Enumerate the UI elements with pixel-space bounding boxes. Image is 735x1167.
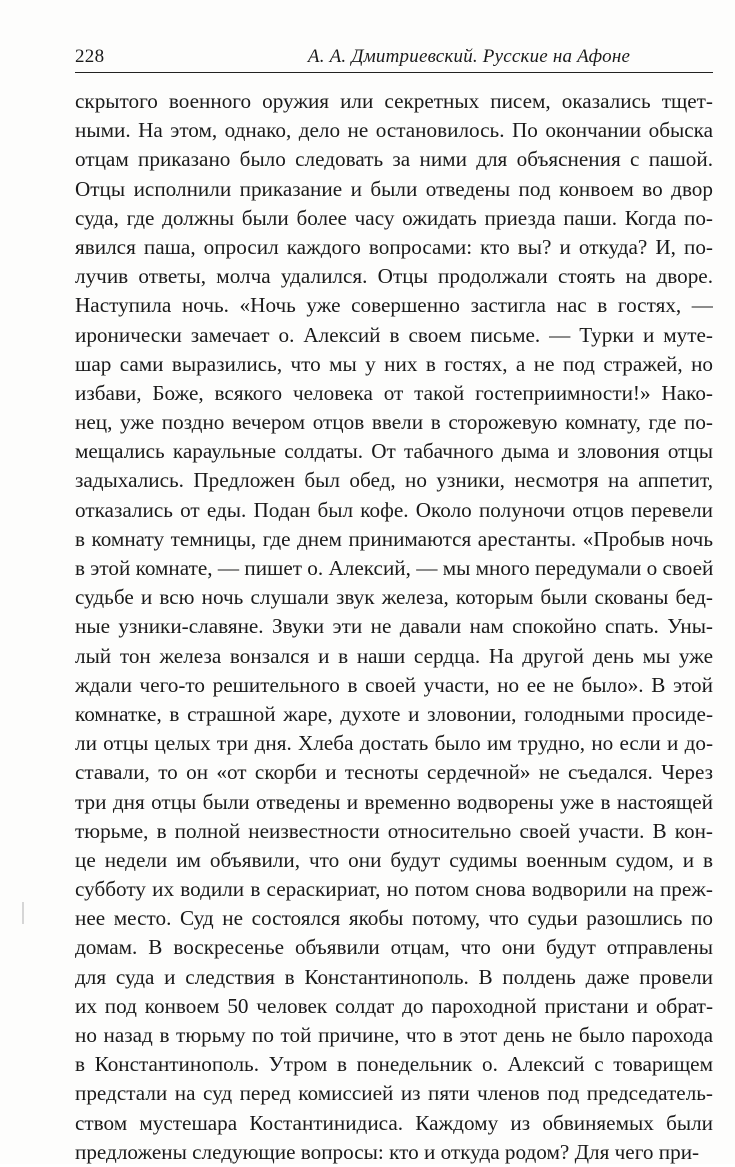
text-line: явился паша, опросил каждого вопросами: кто вы? и откуда? И, по- (75, 234, 713, 259)
text-line: предстали на суд перед комиссией из пяти членов под председатель- (75, 1081, 713, 1106)
text-line: скрытого военного оружия или секретных писем, оказались тщет- (75, 89, 713, 113)
text-line: лучив ответы, молча удалился. Отцы продолжали стоять на дворе. (75, 264, 713, 289)
text-line: отцам приказано было следовать за ними для объяснения с пашой. (75, 147, 713, 172)
text-line: избави, Боже, всякого человека от такой гостеприимности!» Нако- (75, 380, 713, 405)
text-line: три дня отцы были отведены и временно водворены уже в настоящей (75, 789, 713, 814)
text-line: но назад в тюрьму по той причине, что в этот день не было парохода (75, 1023, 713, 1047)
text-line: тюрьме, в полной неизвестности относительно своей участи. В кон- (75, 818, 713, 843)
text-line: для суда и следствия в Константинополь. В полдень даже провели (75, 964, 713, 989)
text-line: Отцы исполнили приказание и были отведены под конвоем во двор (75, 176, 713, 201)
page-number: 228 (75, 46, 105, 67)
text-line: ставали, то он «от скорби и тесноты сердечной» не съедался. Через (75, 760, 713, 785)
text-line: судьбе и всю ночь слушали звук железа, которым были скованы бед- (75, 585, 713, 610)
text-line: ством мустешара Костантинидиса. Каждому из обвиняемых были (75, 1110, 713, 1135)
text-line: домам. В воскресенье объявили отцам, что они будут отправлены (75, 935, 713, 960)
text-line: лый тон железа вонзался и в наши сердца. На другой день мы уже (75, 643, 713, 668)
text-line: шар сами выразились, что мы у них в гостях, а не под стражей, но (75, 351, 713, 376)
body-text (75, 87, 713, 1167)
text-line: предложены следующие вопросы: кто и откуда родом? Для чего при- (75, 1139, 700, 1164)
text-line: их под конвоем 50 человек солдат до пароходной пристани и обрат- (75, 993, 713, 1018)
text-line: субботу их водили в сераскириат, но потом снова водворили на преж- (75, 877, 713, 902)
text-line: мещались караульные солдаты. От табачного дыма и зловония отцы (75, 439, 713, 464)
text-line: ждали чего-то решительного в своей участи, но ее не было». В этой (75, 672, 713, 697)
text-line: нец, уже поздно вечером отцов ввели в сторожевую комнату, где по- (75, 410, 713, 435)
text-line: суда, где должны были более часу ожидать приезда паши. Когда по- (75, 205, 713, 230)
text-line: в Константинополь. Утром в понедельник о. Алексий с товарищем (75, 1052, 713, 1077)
text-line: в комнату темницы, где днем принимаются арестанты. «Пробыв ночь (75, 526, 713, 551)
text-line: Наступила ночь. «Ночь уже совершенно застигла нас в гостях, — (75, 293, 713, 318)
text-line: ными. На этом, однако, дело не остановилось. По окончании обыска (75, 118, 713, 143)
text-line: ные узники-славяне. Звуки эти не давали нам спокойно спать. Уны- (75, 614, 713, 639)
running-title: А. А. Дмитриевский. Русские на Афоне (307, 46, 631, 67)
margin-mark (22, 902, 24, 924)
text-line: задыхались. Предложен был обед, но узники, несмотря на аппетит, (75, 468, 713, 493)
text-line: отказались от еды. Подан был кофе. Около полуночи отцов перевели (75, 497, 713, 522)
text-line: нее место. Суд не состоялся якобы потому, что судьи разошлись по (75, 906, 713, 931)
page-header (75, 44, 713, 73)
text-line: ли отцы целых три дня. Хлеба достать было им трудно, но если и до- (75, 731, 713, 756)
text-line: це недели им объявили, что они будут судимы военным судом, и в (75, 847, 713, 872)
text-line: комнатке, в страшной жаре, духоте и зловонии, голодными просиде- (75, 701, 713, 726)
text-line: иронически замечает о. Алексий в своем письме. — Турки и муте- (75, 322, 713, 347)
text-line: в этой комнате, — пишет о. Алексий, — мы много передумали о своей (75, 556, 713, 580)
